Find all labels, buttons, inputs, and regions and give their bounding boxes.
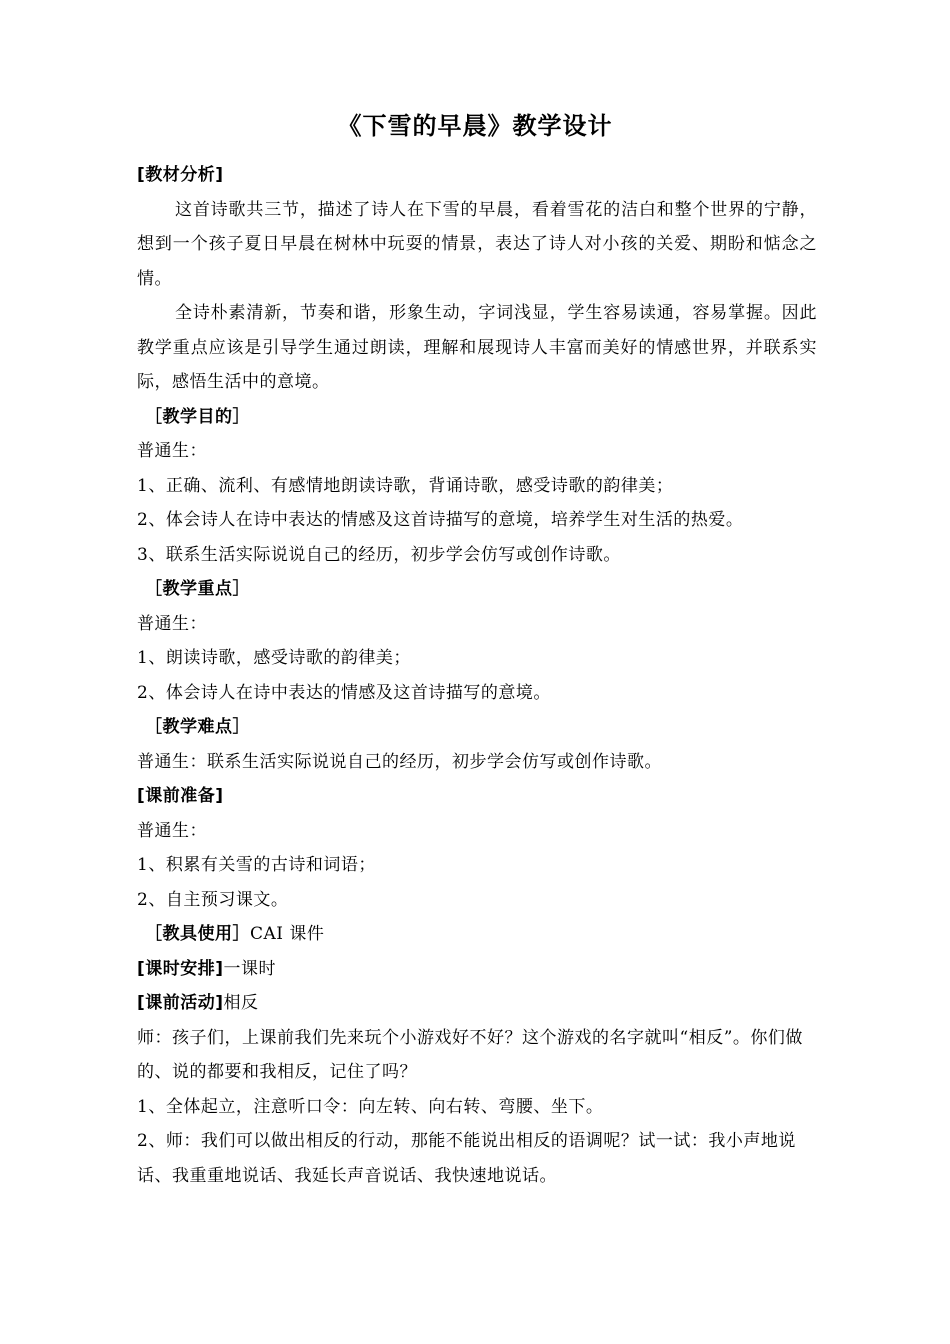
goals-heading: ［教学目的］: [145, 406, 250, 427]
analysis-heading: [教材分析]: [137, 165, 224, 185]
document-title: 《下雪的早晨》教学设计: [337, 112, 613, 140]
activity-paragraph: 师：孩子们，上课前我们先来玩个小游戏好不好？这个游戏的名字就叫“相反”。你们做的、说的都要和我相反，记住了吗？: [137, 1027, 803, 1082]
schedule-heading: [课时安排]: [137, 958, 224, 979]
goals-item: 3、联系生活实际说说自己的经历，初步学会仿写或创作诗歌。: [137, 544, 621, 565]
activity-line: [137, 986, 817, 1021]
goals-subheading: 普通生：: [137, 441, 207, 461]
goals-item: 1、正确、流利、有感情地朗读诗歌，背诵诗歌，感受诗歌的韵律美；: [137, 475, 674, 496]
activity-heading: [课前活动]: [137, 993, 224, 1013]
analysis-paragraph-1: 这首诗歌共三节，描述了诗人在下雪的早晨，看着雪花的洁白和整个世界的宁静，想到一个孩子夏日早晨在树林中玩耍的情景，表达了诗人对小孩的关爱、期盼和惦念之情。: [137, 199, 817, 289]
key-points-heading: ［教学重点］: [145, 579, 250, 599]
preparation-item: 1、积累有关雪的古诗和词语；: [137, 855, 376, 875]
schedule-line: [137, 952, 817, 987]
activity-item: 2、师：我们可以做出相反的行动，那能不能说出相反的语调呢？试一试：我小声地说话、我重重地说话、我延长声音说话、我快速地说话。: [137, 1131, 796, 1186]
tools-heading: ［教具使用］: [145, 924, 250, 944]
difficulty-text: 普通生：联系生活实际说说自己的经历，初步学会仿写或创作诗歌。: [137, 751, 662, 772]
tools-line: [145, 917, 817, 952]
activity-value: 相反: [223, 993, 259, 1013]
key-points-item: 1、朗读诗歌，感受诗歌的韵律美；: [137, 648, 411, 668]
goals-item: 2、体会诗人在诗中表达的情感及这首诗描写的意境，培养学生对生活的热爱。: [137, 510, 744, 530]
difficulty-heading: ［教学难点］: [145, 717, 250, 737]
activity-item: 1、全体起立，注意听口令：向左转、向右转、弯腰、坐下。: [137, 1096, 604, 1117]
key-points-subheading: 普通生：: [137, 613, 207, 634]
document-body: [137, 158, 817, 1193]
preparation-subheading: 普通生：: [137, 820, 207, 841]
analysis-paragraph-2: 全诗朴素清新，节奏和谐，形象生动，字词浅显，学生容易读通，容易掌握。因此教学重点应该是引导学生通过朗读，理解和展现诗人丰富而美好的情感世界，并联系实际，感悟生活中的意境。: [137, 303, 817, 392]
key-points-item: 2、体会诗人在诗中表达的情感及这首诗描写的意境。: [137, 682, 551, 703]
tools-value: CAI 课件: [250, 924, 325, 944]
preparation-item: 2、自主预习课文。: [137, 889, 289, 910]
preparation-heading: [课前准备]: [137, 786, 224, 806]
schedule-value: 一课时: [223, 958, 277, 979]
